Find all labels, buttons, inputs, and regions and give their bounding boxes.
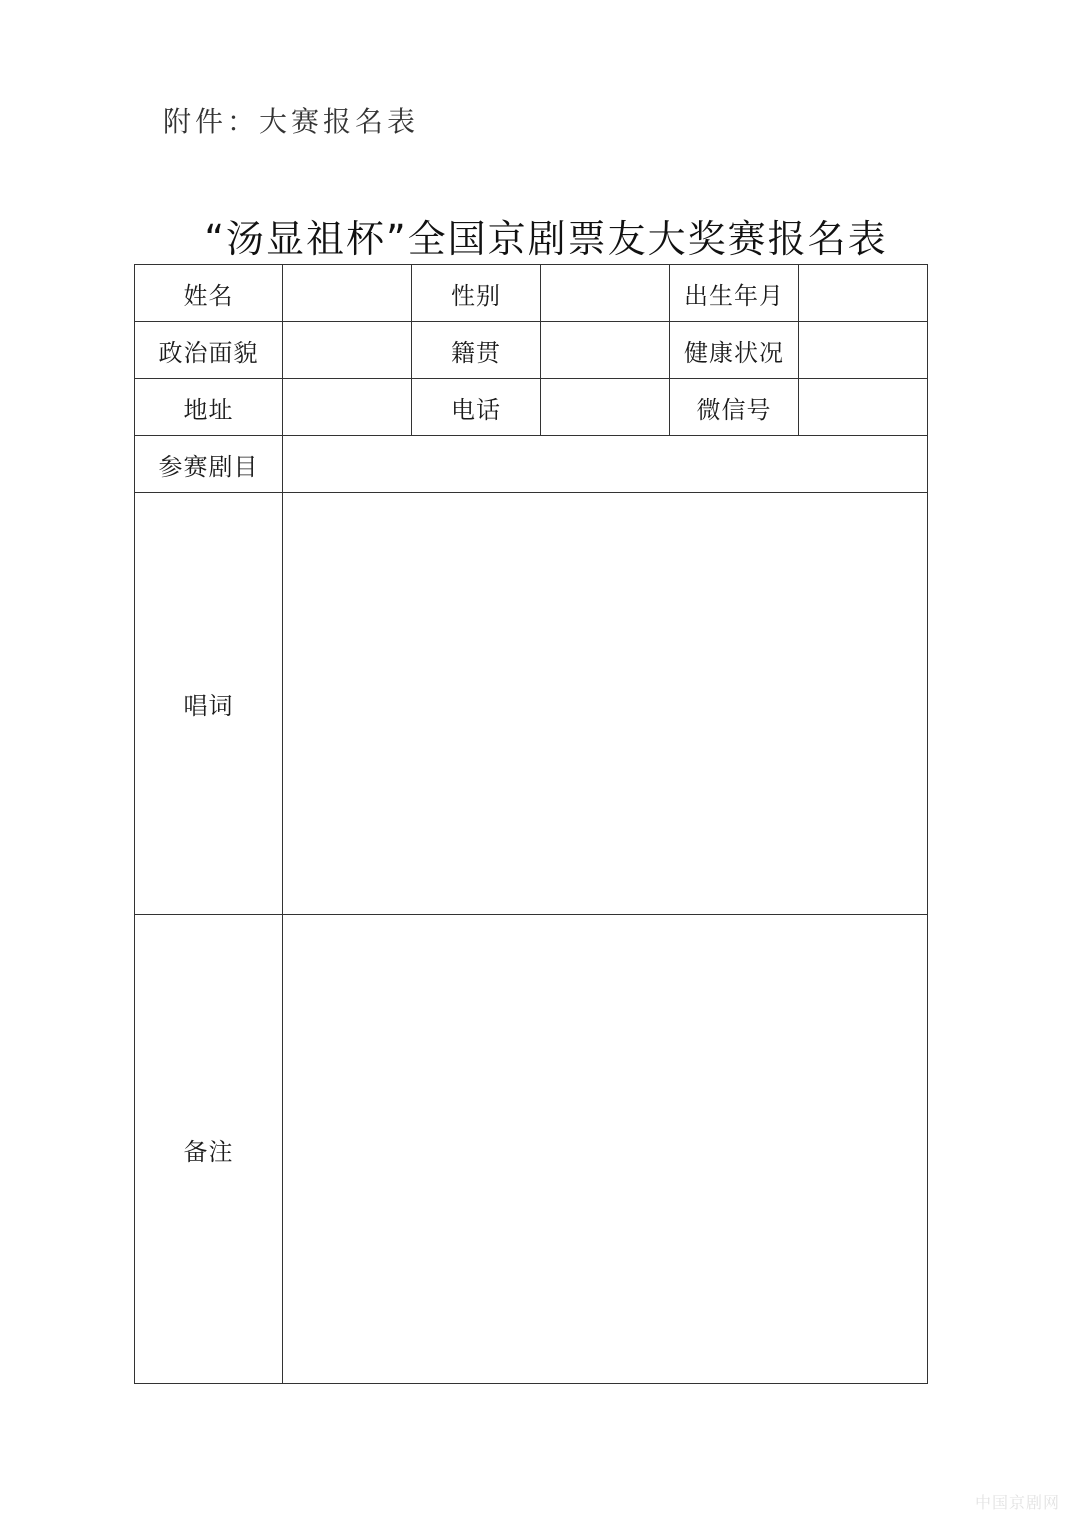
attachment-label: 附件：大赛报名表 [163, 105, 420, 138]
wechat-label: 微信号 [670, 379, 799, 436]
lyrics-field[interactable] [283, 493, 928, 915]
health-field[interactable] [799, 322, 928, 379]
lyrics-label: 唱词 [135, 493, 283, 915]
registration-form-table [134, 264, 928, 1384]
native-place-label: 籍贯 [412, 322, 541, 379]
native-place-field[interactable] [541, 322, 670, 379]
phone-field[interactable] [541, 379, 670, 436]
name-field[interactable] [283, 265, 412, 322]
political-status-label: 政治面貌 [135, 322, 283, 379]
birth-field[interactable] [799, 265, 928, 322]
address-field[interactable] [283, 379, 412, 436]
remarks-label: 备注 [135, 915, 283, 1384]
form-row-repertoire [135, 436, 928, 493]
repertoire-label: 参赛剧目 [135, 436, 283, 493]
gender-label: 性别 [412, 265, 541, 322]
remarks-field[interactable] [283, 915, 928, 1384]
birth-label: 出生年月 [670, 265, 799, 322]
wechat-field[interactable] [799, 379, 928, 436]
form-row-political [135, 322, 928, 379]
form-title: “汤显祖杯”全国京剧票友大奖赛报名表 [204, 217, 888, 261]
phone-label: 电话 [412, 379, 541, 436]
form-row-name [135, 265, 928, 322]
form-row-remarks [135, 915, 928, 1384]
address-label: 地址 [135, 379, 283, 436]
name-label: 姓名 [135, 265, 283, 322]
form-row-contact [135, 379, 928, 436]
repertoire-field[interactable] [283, 436, 928, 493]
political-status-field[interactable] [283, 322, 412, 379]
form-row-lyrics [135, 493, 928, 915]
health-label: 健康状况 [670, 322, 799, 379]
watermark: 中国京剧网 [974, 1493, 1060, 1512]
gender-field[interactable] [541, 265, 670, 322]
